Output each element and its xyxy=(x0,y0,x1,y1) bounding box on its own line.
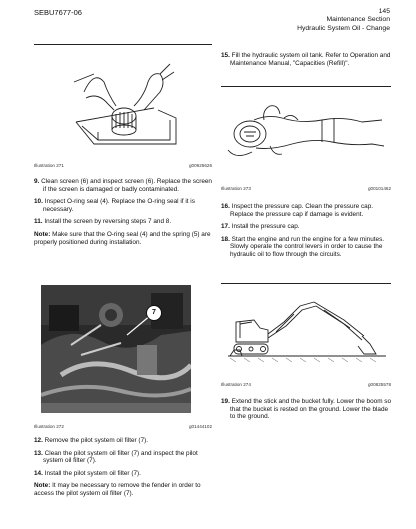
section-title: Maintenance Section xyxy=(326,16,390,24)
steps-16-18 xyxy=(221,203,393,259)
divider xyxy=(34,44,212,45)
step-number: 14. xyxy=(34,469,43,477)
note-o-ring xyxy=(34,231,214,246)
note-text: It may be necessary to remove the fender in order to access the pilot system oil filter (7). xyxy=(34,482,201,497)
illustration-271-caption xyxy=(34,163,212,171)
step-text: Fill the hydraulic system oil tank. Refer to Operation and Maintenance Manual, "Capacities (Refill)". xyxy=(230,52,391,67)
step-number: 9. xyxy=(34,178,40,185)
step-16 xyxy=(221,203,393,218)
illustration-code: g00101462 xyxy=(368,186,391,191)
step-17 xyxy=(221,223,393,231)
step-13 xyxy=(34,450,214,465)
step-number: 19. xyxy=(221,398,230,405)
step-10 xyxy=(34,198,214,213)
note-text: Make sure that the O-ring seal (4) and the spring (5) are properly positioned during installation. xyxy=(34,230,211,246)
step-text: Extend the stick and the bucket fully. Lower the boom so that the bucket is rested on the ground. Lower the blade to the ground. xyxy=(230,398,392,421)
step-number: 13. xyxy=(34,449,43,457)
illustration-273-caption xyxy=(221,186,391,194)
illustration-label: Illustration 274 xyxy=(221,382,251,387)
step-number: 12. xyxy=(34,437,43,444)
step-number: 16. xyxy=(221,203,230,210)
step-18 xyxy=(221,236,393,259)
steps-12-14 xyxy=(34,437,214,498)
step-text: Start the engine and run the engine for a few minutes. Slowly operate the control levers in order to cause the hydraulic oil to flow through the circuits. xyxy=(230,235,385,258)
note-label: Note: xyxy=(34,230,51,238)
illustration-272-photo xyxy=(41,285,191,413)
step-19 xyxy=(221,398,393,421)
illustration-272-caption xyxy=(34,424,212,432)
step-text: Inspect O-ring seal (4). Replace the O-ring seal if it is necessary. xyxy=(43,198,195,213)
step-text: Clean the pilot system oil filter (7) and inspect the pilot system oil filter (7). xyxy=(43,449,198,465)
step-9 xyxy=(34,178,214,193)
step-number: 17. xyxy=(221,223,230,231)
subsection-title: Hydraulic System Oil - Change xyxy=(297,24,390,32)
step-number: 11. xyxy=(34,218,43,226)
step-12 xyxy=(34,437,214,445)
note-fender xyxy=(34,482,214,497)
illustration-271-image xyxy=(64,52,184,152)
page-number: 145 xyxy=(378,8,390,15)
step-text: Clean screen (6) and inspect screen (6). Replace the screen if the screen is damaged or badly contaminated. xyxy=(41,178,212,193)
illustration-label: Illustration 271 xyxy=(34,163,64,168)
step-text: Install the screen by reversing steps 7 and 8. xyxy=(44,218,172,226)
steps-9-11 xyxy=(34,178,214,246)
step-text: Install the pressure cap. xyxy=(231,223,300,231)
step-number: 10. xyxy=(34,198,43,206)
step-14 xyxy=(34,470,214,478)
step-11 xyxy=(34,218,214,226)
divider xyxy=(221,86,391,87)
illustration-code: g00825578 xyxy=(368,382,391,387)
illustration-code: g00925626 xyxy=(189,163,212,168)
illustration-274-caption xyxy=(221,382,391,390)
step-number: 15. xyxy=(221,52,230,59)
step-15 xyxy=(221,52,391,67)
illustration-label: Illustration 272 xyxy=(34,424,64,429)
illustration-273-image xyxy=(222,90,390,178)
step-text: Inspect the pressure cap. Clean the pressure cap. Replace the pressure cap if damage is evident. xyxy=(230,203,374,218)
callout-7: 7 xyxy=(146,305,162,321)
step-number: 18. xyxy=(221,235,230,243)
divider xyxy=(221,283,391,284)
illustration-label: Illustration 273 xyxy=(221,186,251,191)
note-label: Note: xyxy=(34,482,51,490)
illustration-code: g01444102 xyxy=(189,424,212,429)
illustration-274-image xyxy=(224,292,390,362)
step-text: Remove the pilot system oil filter (7). xyxy=(44,437,149,444)
step-text: Install the pilot system oil filter (7). xyxy=(44,469,141,477)
document-id: SEBU7677-06 xyxy=(34,8,82,17)
page-header xyxy=(297,8,390,33)
